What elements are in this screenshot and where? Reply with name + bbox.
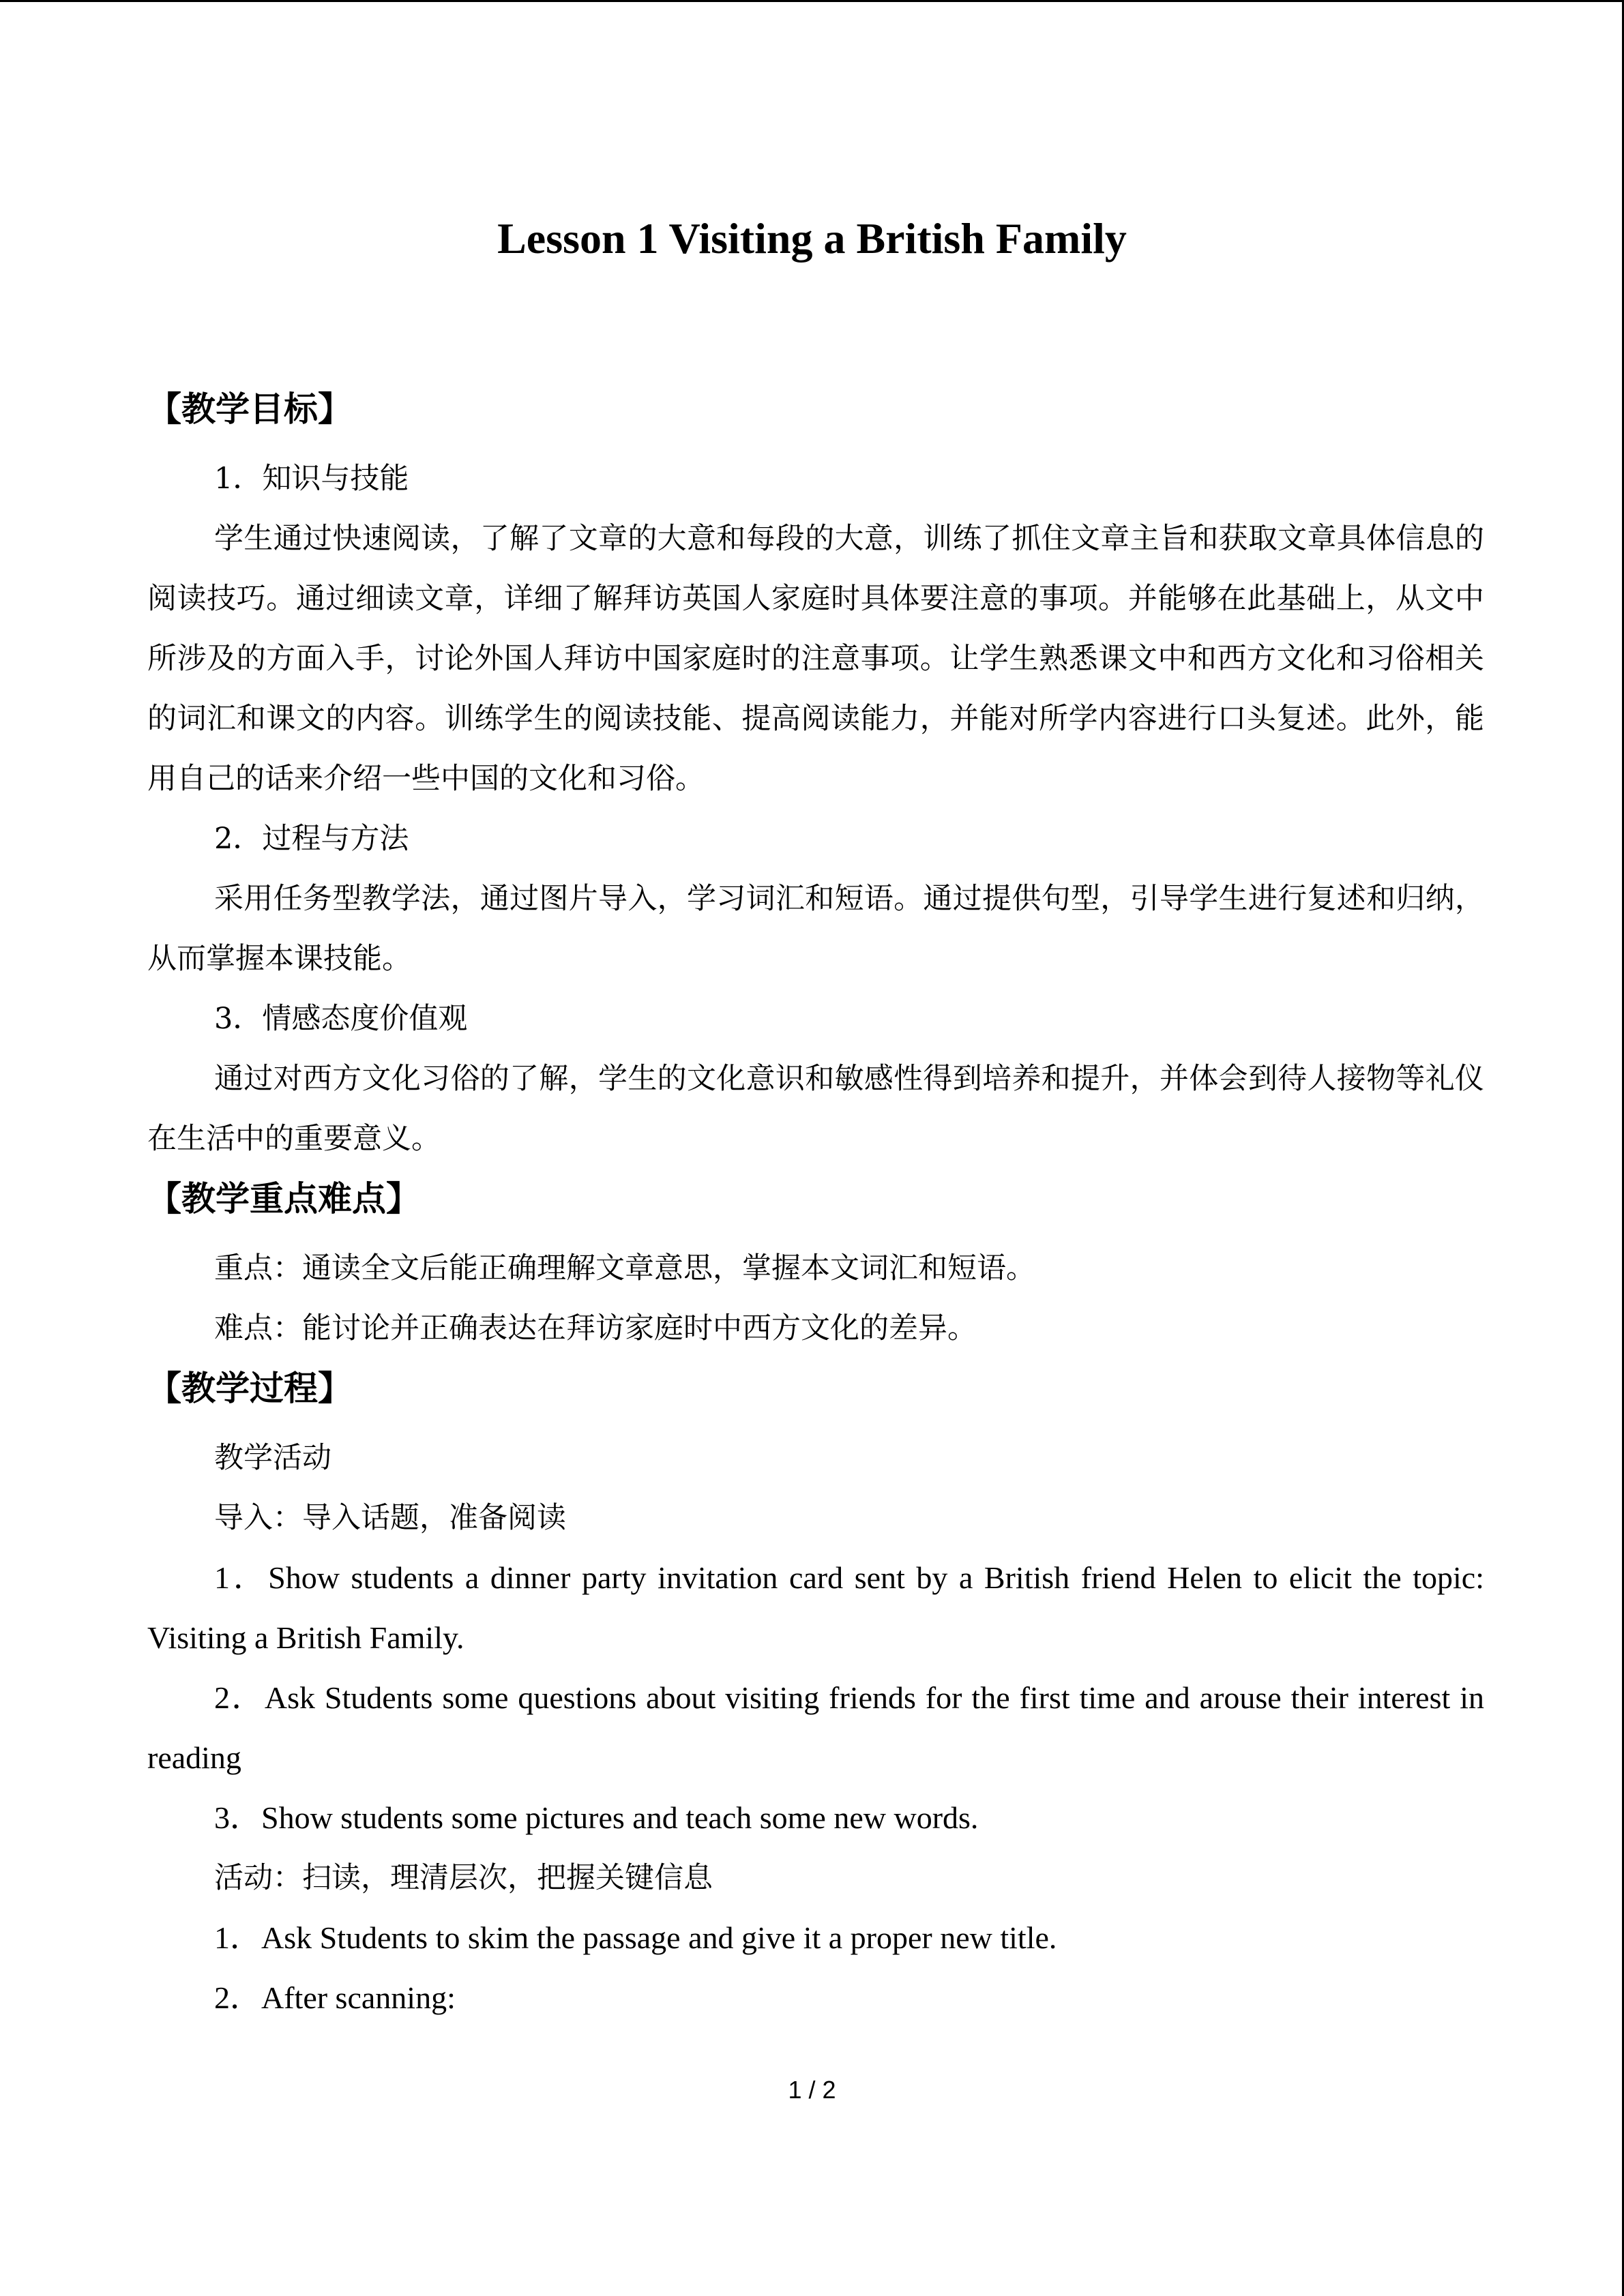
objectives-item-3: 3．情感态度价值观 (214, 1002, 468, 1036)
objectives-item-1: 1．知识与技能 (214, 462, 409, 496)
section-heading-objectives: 【教学目标】 (147, 389, 352, 429)
key-point-paragraph: 重点：通读全文后能正确理解文章意思，掌握本文词汇和短语。 (214, 1251, 1035, 1285)
section-heading-process: 【教学过程】 (147, 1369, 352, 1408)
document-title: Lesson 1 Visiting a British Family (497, 214, 1127, 263)
document-body (147, 375, 1484, 2028)
page-top-border (0, 0, 1624, 2)
objectives-paragraph-1: 学生通过快速阅读，了解了文章的大意和每段的大意，训练了抓住文章主旨和获取文章具体信息的阅读技巧。通过细读文章，详细了解拜访英国人家庭时具体要注意的事项。并能够在此基础上，从文中所涉及的方面入手，讨论外国人拜访中国家庭时的注意事项。让学生熟悉课文中和西方文化和习俗相关的词汇和课文的内容。训练学生的阅读技能、提高阅读能力，并能对所学内容进行口头复述。此外，能用自己的话来介绍一些中国的文化和习俗。 (147, 522, 1484, 796)
section-heading-key-points: 【教学重点难点】 (147, 1179, 420, 1219)
process-step-3: 3．Show students some pictures and teach some new words. (214, 1800, 979, 1835)
difficult-point-paragraph: 难点：能讨论并正确表达在拜访家庭时中西方文化的差异。 (214, 1311, 977, 1345)
objectives-item-2: 2．过程与方法 (214, 822, 409, 856)
process-label-activity: 活动：扫读，理清层次，把握关键信息 (214, 1861, 713, 1895)
process-activity-step-2: 2．After scanning: (214, 1980, 456, 2015)
process-label-activities: 教学活动 (214, 1441, 331, 1475)
process-label-lead-in: 导入：导入话题，准备阅读 (214, 1501, 566, 1535)
objectives-paragraph-2: 采用任务型教学法，通过图片导入，学习词汇和短语。通过提供句型，引导学生进行复述和归纳，从而掌握本课技能。 (147, 882, 1484, 976)
objectives-paragraph-3: 通过对西方文化习俗的了解，学生的文化意识和敏感性得到培养和提升，并体会到待人接物等礼仪在生活中的重要意义。 (147, 1062, 1484, 1156)
process-step-1: 1．Show students a dinner party invitation card sent by a British friend Helen to elicit the topic: Visiting a British Family. (147, 1560, 1484, 1655)
page-number: 1 / 2 (788, 2076, 836, 2104)
process-step-2: 2．Ask Students some questions about visiting friends for the first time and arouse their interest in reading (147, 1680, 1484, 1775)
process-activity-step-1: 1．Ask Students to skim the passage and give it a proper new title. (214, 1920, 1057, 1955)
